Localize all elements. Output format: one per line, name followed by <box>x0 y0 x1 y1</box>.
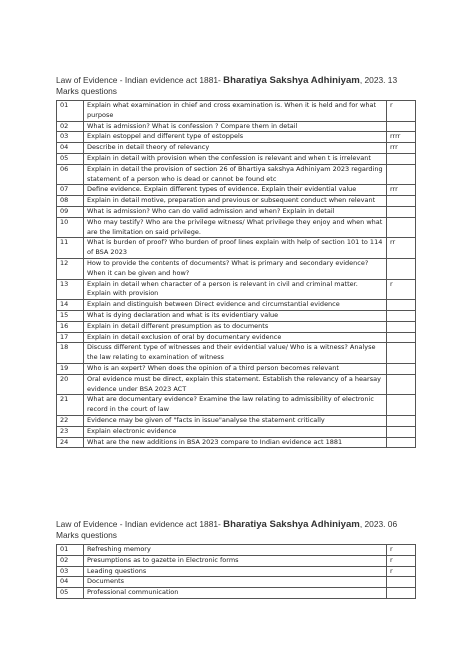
table-row <box>57 143 416 154</box>
table-row <box>57 258 416 279</box>
question-text: Define evidence. Explain different types of evidence. Explain their evidential value <box>84 185 387 196</box>
question-number: 15 <box>57 310 84 321</box>
table-row <box>57 566 416 577</box>
question-text: Explain what examination in chief and cross examination is. When it is held and for what purpose <box>84 101 387 122</box>
table-row <box>57 101 416 122</box>
question-text: Presumptions as to gazette in Electronic forms <box>84 555 387 566</box>
mark-cell <box>387 164 416 185</box>
question-number: 17 <box>57 332 84 343</box>
table-row <box>57 279 416 300</box>
question-text: Who is an expert? When does the opinion of a third person becomes relevant <box>84 363 387 374</box>
table-row <box>57 395 416 416</box>
table-row <box>57 300 416 311</box>
section-06-marks <box>56 519 416 599</box>
heading-prefix: Law of Evidence - Indian evidence act 1881- <box>56 75 221 85</box>
table-row <box>57 185 416 196</box>
question-text: What is admission? What is confession ? Compare them in detail <box>84 121 387 132</box>
questions-table-06-marks <box>56 544 416 599</box>
table-row <box>57 363 416 374</box>
table-row <box>57 238 416 259</box>
table-row <box>57 545 416 556</box>
question-text: Explain in detail different presumption as to documents <box>84 321 387 332</box>
question-text: Explain and distinguish between Direct evidence and circumstantial evidence <box>84 300 387 311</box>
question-number: 07 <box>57 185 84 196</box>
question-number: 22 <box>57 415 84 426</box>
mark-cell <box>387 343 416 364</box>
question-text: What is dying declaration and what is its evidentiary value <box>84 310 387 321</box>
mark-cell <box>387 217 416 238</box>
question-number: 04 <box>57 143 84 154</box>
question-text: What is burden of proof? Who burden of proof lines explain with help of section 101 to 114 of BSA 2023 <box>84 238 387 259</box>
question-text: Explain electronic evidence <box>84 426 387 437</box>
table-row <box>57 577 416 588</box>
mark-cell <box>387 577 416 588</box>
question-number: 10 <box>57 217 84 238</box>
question-number: 02 <box>57 555 84 566</box>
table-row <box>57 415 416 426</box>
mark-cell: r <box>387 545 416 556</box>
table-row <box>57 196 416 207</box>
table-row <box>57 588 416 599</box>
mark-cell <box>387 437 416 448</box>
table-row <box>57 206 416 217</box>
mark-cell <box>387 588 416 599</box>
heading-suffix: , 2023. 13 Marks questions <box>56 75 398 96</box>
question-number: 19 <box>57 363 84 374</box>
question-text: Leading questions <box>84 566 387 577</box>
mark-cell <box>387 374 416 395</box>
heading-prefix: Law of Evidence - Indian evidence act 1881- <box>56 519 221 529</box>
section-heading <box>56 519 416 540</box>
questions-table-13-marks <box>56 100 416 448</box>
table-row <box>57 437 416 448</box>
question-text: Refreshing memory <box>84 545 387 556</box>
question-text: Discuss different type of witnesses and their evidential value/ Who is a witness? Analyse the law relating to examination of witness <box>84 343 387 364</box>
section-heading <box>56 75 416 96</box>
mark-cell <box>387 426 416 437</box>
question-number: 24 <box>57 437 84 448</box>
mark-cell <box>387 415 416 426</box>
mark-cell: r <box>387 555 416 566</box>
question-number: 14 <box>57 300 84 311</box>
question-number: 12 <box>57 258 84 279</box>
question-number: 13 <box>57 279 84 300</box>
mark-cell <box>387 332 416 343</box>
question-text: Explain in detail exclusion of oral by documentary evidence <box>84 332 387 343</box>
question-text: Explain in detail when character of a person is relevant in civil and criminal matter. Explain with provision <box>84 279 387 300</box>
table-row <box>57 217 416 238</box>
question-text: How to provide the contents of documents? What is primary and secondary evidence? When it can be given and how? <box>84 258 387 279</box>
question-text: Oral evidence must be direct, explain this statement. Establish the relevancy of a hearsay evidence under BSA 2023 ACT <box>84 374 387 395</box>
question-text: Explain in detail the provision of section 26 of Bhartiya sakshya Adhiniyam 2023 regarding statement of a person who is dead or cannot be found etc <box>84 164 387 185</box>
question-number: 16 <box>57 321 84 332</box>
table-row <box>57 121 416 132</box>
question-number: 05 <box>57 588 84 599</box>
mark-cell: rr <box>387 238 416 259</box>
mark-cell: rrr <box>387 185 416 196</box>
table-row <box>57 310 416 321</box>
mark-cell <box>387 196 416 207</box>
question-text: Professional communication <box>84 588 387 599</box>
mark-cell <box>387 121 416 132</box>
question-number: 02 <box>57 121 84 132</box>
question-number: 11 <box>57 238 84 259</box>
table-row <box>57 555 416 566</box>
table-row <box>57 374 416 395</box>
question-text: Describe in detail theory of relevancy <box>84 143 387 154</box>
mark-cell: r <box>387 566 416 577</box>
mark-cell <box>387 206 416 217</box>
table-row <box>57 332 416 343</box>
mark-cell <box>387 395 416 416</box>
question-text: Explain estoppel and different type of estoppels <box>84 132 387 143</box>
section-13-marks <box>56 75 416 448</box>
mark-cell <box>387 300 416 311</box>
table-row <box>57 426 416 437</box>
question-number: 20 <box>57 374 84 395</box>
question-number: 01 <box>57 545 84 556</box>
heading-suffix: , 2023. 06 Marks questions <box>56 519 398 540</box>
question-text: Documents <box>84 577 387 588</box>
table-row <box>57 343 416 364</box>
question-number: 06 <box>57 164 84 185</box>
mark-cell <box>387 258 416 279</box>
heading-bold: Bharatiya Sakshya Adhiniyam <box>223 519 360 530</box>
mark-cell <box>387 153 416 164</box>
table-row <box>57 153 416 164</box>
question-number: 04 <box>57 577 84 588</box>
mark-cell <box>387 363 416 374</box>
question-text: What is admission? Who can do valid admission and when? Explain in detail <box>84 206 387 217</box>
mark-cell: rrrr <box>387 132 416 143</box>
mark-cell: rrr <box>387 143 416 154</box>
mark-cell <box>387 321 416 332</box>
question-number: 03 <box>57 132 84 143</box>
table-row <box>57 164 416 185</box>
question-text: Explain in detail with provision when the confession is relevant and when t is irrelevant <box>84 153 387 164</box>
question-number: 18 <box>57 343 84 364</box>
heading-bold: Bharatiya Sakshya Adhiniyam <box>223 75 360 86</box>
question-text: Evidence may be given of "facts in issue"analyse the statement critically <box>84 415 387 426</box>
question-number: 03 <box>57 566 84 577</box>
mark-cell <box>387 310 416 321</box>
question-text: What are the new additions in BSA 2023 compare to Indian evidence act 1881 <box>84 437 387 448</box>
question-number: 09 <box>57 206 84 217</box>
question-number: 01 <box>57 101 84 122</box>
question-number: 05 <box>57 153 84 164</box>
mark-cell: r <box>387 101 416 122</box>
question-text: Explain in detail motive, preparation and previous or subsequent conduct when relevant <box>84 196 387 207</box>
question-number: 08 <box>57 196 84 207</box>
question-number: 23 <box>57 426 84 437</box>
table-row <box>57 132 416 143</box>
table-row <box>57 321 416 332</box>
question-text: Who may testify? Who are the privilege witness/ What privilege they enjoy and when what are the limitation on said privilege. <box>84 217 387 238</box>
question-number: 21 <box>57 395 84 416</box>
mark-cell: r <box>387 279 416 300</box>
question-text: What are documentary evidence? Examine the law relating to admissibility of electronic record in the court of law <box>84 395 387 416</box>
